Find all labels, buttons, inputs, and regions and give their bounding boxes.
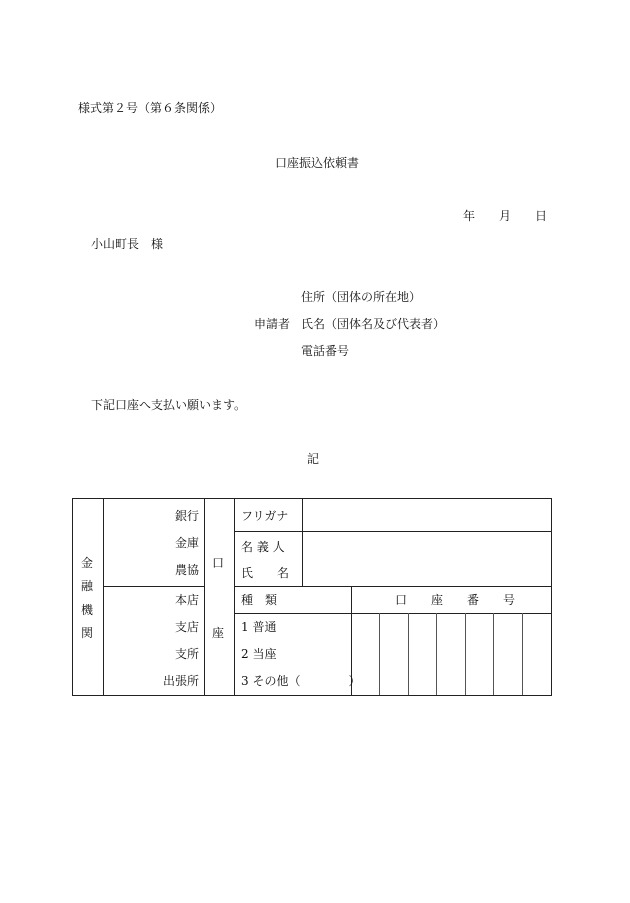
applicant-address: 住所（団体の所在地） <box>301 290 422 304</box>
furigana-label: フリガナ <box>241 509 289 523</box>
branch-type-honten: 本店 <box>175 593 200 607</box>
date-month: 月 <box>499 209 512 223</box>
bank-type-nokyo: 農協 <box>175 563 200 577</box>
divider-h-bank <box>103 586 204 587</box>
branch-type-shisho: 支所 <box>175 647 200 661</box>
account-kind-label: 種 類 <box>241 593 278 607</box>
bank-type-ginko: 銀行 <box>175 509 200 523</box>
divider-h-holder <box>234 586 552 587</box>
form-number: 様式第２号（第６条関係） <box>78 101 223 115</box>
table-border-left <box>72 498 73 696</box>
table-border-bottom <box>72 695 552 696</box>
digit-divider <box>493 613 494 695</box>
kind-option-toza[interactable]: 2 当座 <box>241 647 277 661</box>
heading-char: 機 <box>81 603 94 617</box>
applicant-label: 申請者 <box>254 317 291 331</box>
kind-option-other[interactable]: 3 その他（ ） <box>241 674 361 688</box>
date-year: 年 <box>463 209 476 223</box>
applicant-name: 氏名（団体名及び代表者） <box>301 317 446 331</box>
digit-divider <box>408 613 409 695</box>
furigana-field[interactable] <box>303 499 551 531</box>
divider-v2 <box>204 498 205 696</box>
document-title: 口座振込依頼書 <box>275 156 360 170</box>
divider-h-kind <box>234 613 552 614</box>
account-vertical-char: 座 <box>212 626 225 640</box>
account-holder-field[interactable] <box>303 532 551 586</box>
branch-type-shuchojo: 出張所 <box>163 674 200 688</box>
kind-option-futsu[interactable]: 1 普通 <box>241 620 277 634</box>
divider-v1 <box>103 498 104 696</box>
branch-type-shiten: 支店 <box>175 620 200 634</box>
table-border-right <box>551 498 552 696</box>
digit-divider <box>465 613 466 695</box>
date-day: 日 <box>535 209 548 223</box>
divider-v3 <box>234 498 235 696</box>
bank-type-kinko: 金庫 <box>175 536 200 550</box>
digit-divider <box>379 613 380 695</box>
request-text: 下記口座へ支払い願います。 <box>91 398 247 412</box>
account-number-header: 口 座 番 号 <box>395 593 516 607</box>
heading-char: 金 <box>81 556 94 570</box>
account-holder-label-2: 氏 名 <box>241 566 290 580</box>
heading-char: 融 <box>81 579 94 593</box>
account-vertical-char: 口 <box>212 556 225 570</box>
ki-heading: 記 <box>307 452 320 466</box>
digit-divider <box>436 613 437 695</box>
applicant-phone: 電話番号 <box>301 344 350 358</box>
addressee: 小山町長 様 <box>91 237 164 251</box>
digit-divider <box>522 613 523 695</box>
heading-char: 関 <box>81 626 94 640</box>
account-holder-label-1: 名 義 人 <box>241 540 285 554</box>
